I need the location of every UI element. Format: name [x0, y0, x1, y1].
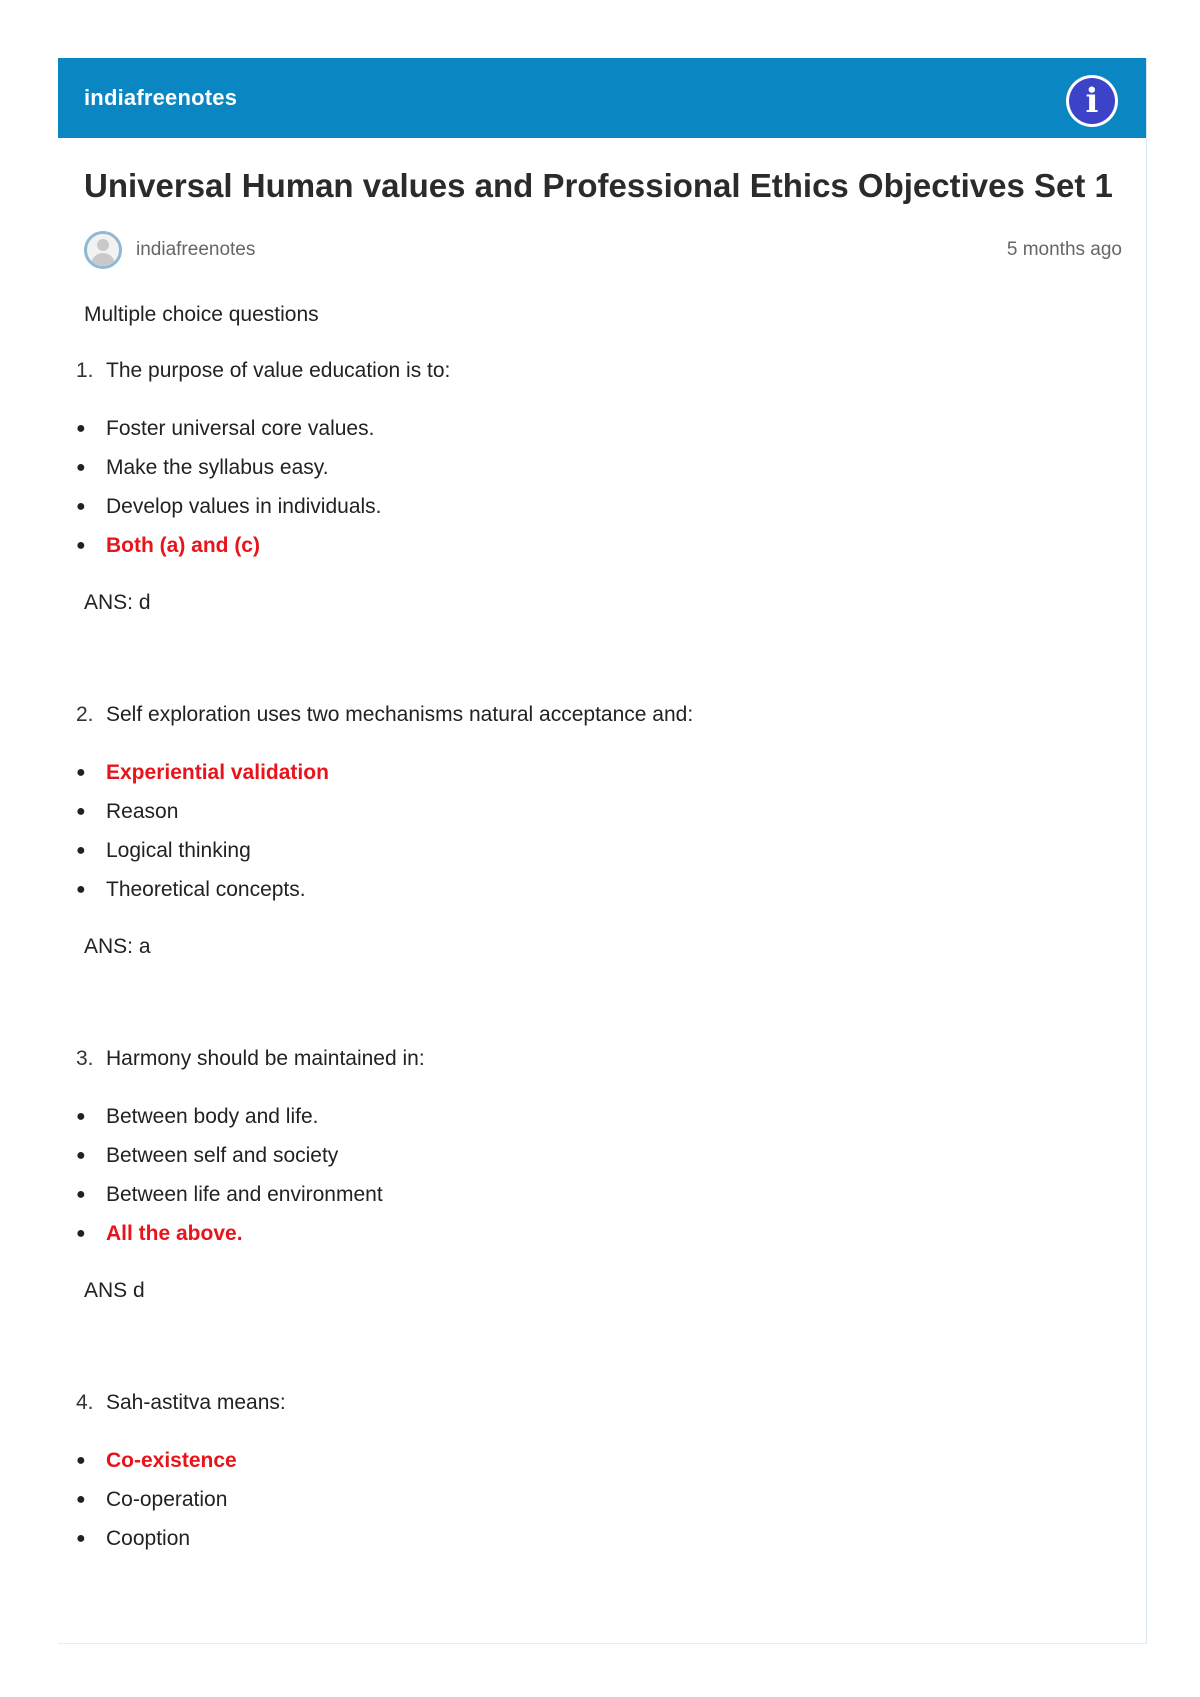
option-text: Foster universal core values. [106, 417, 375, 440]
option-text: Between self and society [106, 1144, 339, 1167]
option-text: Reason [106, 800, 179, 823]
option-item [76, 1182, 1120, 1221]
option-item [76, 533, 1120, 572]
question-text: Self exploration uses two mechanisms natural acceptance and: [106, 703, 694, 726]
post-meta [84, 228, 1120, 272]
options-list [76, 1104, 1120, 1260]
site-name-link[interactable]: indiafreenotes [84, 85, 238, 110]
option-item [76, 1143, 1120, 1182]
option-text: Make the syllabus easy. [106, 456, 329, 479]
author-block[interactable] [84, 231, 255, 269]
option-text: Theoretical concepts. [106, 878, 306, 901]
intro-text: Multiple choice questions [84, 303, 319, 326]
options-list [76, 416, 1120, 572]
answer-text: ANS: a [84, 935, 151, 958]
bullet-icon: ● [76, 1225, 86, 1242]
question-number: 2. [76, 703, 94, 726]
bullet-icon: ● [76, 537, 86, 554]
option-item [76, 416, 1120, 455]
option-text: Logical thinking [106, 839, 251, 862]
bullet-icon: ● [76, 803, 86, 820]
option-item [76, 455, 1120, 494]
author-name[interactable]: indiafreenotes [136, 239, 256, 260]
options-list [76, 760, 1120, 916]
bullet-icon: ● [76, 420, 86, 437]
bullet-icon: ● [76, 764, 86, 781]
option-item [76, 838, 1120, 877]
avatar-head-shape [97, 239, 109, 251]
bullet-icon: ● [76, 1452, 86, 1469]
bullet-icon: ● [76, 459, 86, 476]
option-text: Between life and environment [106, 1183, 383, 1206]
option-item [76, 1448, 1120, 1487]
option-text: Between body and life. [106, 1105, 319, 1128]
option-text: Co-operation [106, 1488, 228, 1511]
correct-option-text: Experiential validation [106, 761, 329, 784]
bullet-icon: ● [76, 1108, 86, 1125]
option-item [76, 1526, 1120, 1565]
answer-text: ANS: d [84, 591, 151, 614]
bullet-icon: ● [76, 881, 86, 898]
option-item [76, 760, 1120, 799]
bullet-icon: ● [76, 498, 86, 515]
post-content [58, 166, 1146, 1565]
question-text: The purpose of value education is to: [106, 359, 451, 382]
answer-text: ANS d [84, 1279, 145, 1302]
question-text: Harmony should be maintained in: [106, 1047, 425, 1070]
option-item [76, 1221, 1120, 1260]
option-item [76, 1104, 1120, 1143]
question-text: Sah-astitva means: [106, 1391, 286, 1414]
avatar[interactable] [84, 231, 122, 269]
question-number: 3. [76, 1047, 94, 1070]
option-item [76, 1487, 1120, 1526]
option-item [76, 877, 1120, 916]
site-header [58, 58, 1146, 138]
info-icon[interactable] [1066, 75, 1118, 127]
correct-option-text: Both (a) and (c) [106, 534, 260, 557]
question-1 [76, 358, 1120, 384]
question-number: 1. [76, 359, 94, 382]
post-card [58, 58, 1147, 1644]
correct-option-text: All the above. [106, 1222, 243, 1245]
post-title: Universal Human values and Professional Ethics Objectives Set 1 [84, 167, 1113, 204]
question-4 [76, 1390, 1120, 1416]
question-2 [76, 702, 1120, 728]
question-number: 4. [76, 1391, 94, 1414]
bullet-icon: ● [76, 1186, 86, 1203]
option-item [76, 494, 1120, 533]
option-text: Develop values in individuals. [106, 495, 382, 518]
correct-option-text: Co-existence [106, 1449, 237, 1472]
bullet-icon: ● [76, 1491, 86, 1508]
info-icon-glyph: i [1069, 78, 1115, 124]
question-3 [76, 1046, 1120, 1072]
options-list [76, 1448, 1120, 1565]
option-text: Cooption [106, 1527, 191, 1550]
option-item [76, 799, 1120, 838]
avatar-body-shape [91, 253, 115, 269]
bullet-icon: ● [76, 1147, 86, 1164]
bullet-icon: ● [76, 842, 86, 859]
bullet-icon: ● [76, 1530, 86, 1547]
post-timestamp: 5 months ago [1006, 239, 1122, 260]
